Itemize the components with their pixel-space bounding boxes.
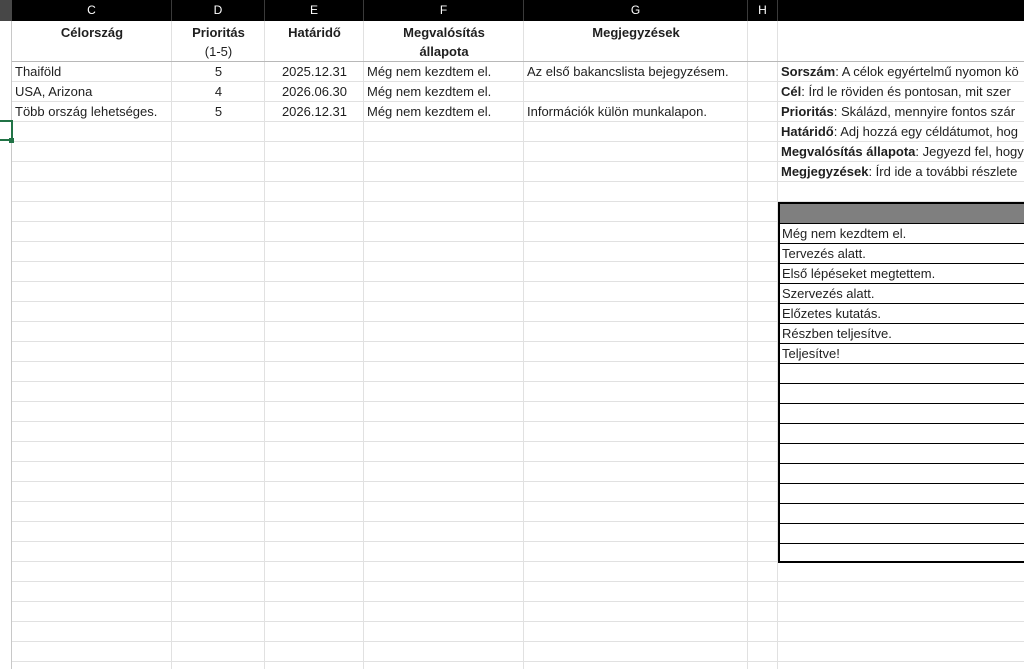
cell-country[interactable]: Több ország lehetséges. <box>15 104 158 119</box>
status-option[interactable]: Tervezés alatt. <box>780 243 1024 263</box>
status-option[interactable] <box>780 463 1024 483</box>
instruction-item[interactable]: Megvalósítás állapota: Jegyezd fel, hogy <box>781 144 1024 159</box>
header-status[interactable] <box>364 21 524 61</box>
header-notes[interactable]: Megjegyzések <box>592 25 680 40</box>
column-header-e[interactable]: E <box>265 0 364 21</box>
header-priority-line1: Prioritás <box>192 25 245 40</box>
column-header-c[interactable]: C <box>12 0 172 21</box>
column-header-g[interactable]: G <box>524 0 748 21</box>
header-status-line2: állapota <box>419 44 469 59</box>
instruction-item[interactable]: Határidő: Adj hozzá egy céldátumot, hog <box>781 124 1019 139</box>
cell-priority[interactable]: 5 <box>214 104 223 119</box>
status-option[interactable]: Előzetes kutatás. <box>780 303 1024 323</box>
instruction-item[interactable]: Sorszám: A célok egyértelmű nyomon kö <box>781 64 1019 79</box>
status-option[interactable] <box>780 403 1024 423</box>
cell-status[interactable]: Még nem kezdtem el. <box>367 104 492 119</box>
cell-priority[interactable]: 4 <box>214 84 223 99</box>
column-header-bar <box>0 0 1024 21</box>
status-option[interactable]: Részben teljesítve. <box>780 323 1024 343</box>
status-option[interactable] <box>780 483 1024 503</box>
select-all-corner[interactable] <box>0 0 12 21</box>
header-country[interactable]: Célország <box>60 25 124 40</box>
status-options-header[interactable] <box>780 204 1024 223</box>
status-option[interactable] <box>780 423 1024 443</box>
instruction-item[interactable]: Megjegyzések: Írd ide a további részlete <box>781 164 1018 179</box>
column-header-i[interactable] <box>778 0 1024 21</box>
status-option[interactable] <box>780 363 1024 383</box>
cell-notes[interactable]: Az első bakancslista bejegyzésem. <box>527 64 729 79</box>
header-priority[interactable] <box>172 21 265 61</box>
cell-country[interactable]: Thaiföld <box>15 64 62 79</box>
column-header-h[interactable]: H <box>748 0 778 21</box>
column-header-f[interactable]: F <box>364 0 524 21</box>
status-option[interactable]: Még nem kezdtem el. <box>780 223 1024 243</box>
cell-deadline[interactable]: 2026.06.30 <box>281 84 348 99</box>
cell-notes[interactable]: Információk külön munkalapon. <box>527 104 707 119</box>
status-option[interactable] <box>780 443 1024 463</box>
header-deadline[interactable]: Határidő <box>288 25 341 40</box>
cell-priority[interactable]: 5 <box>214 64 223 79</box>
fill-handle[interactable] <box>9 138 14 143</box>
header-priority-line2: (1-5) <box>204 44 233 59</box>
cell-deadline[interactable]: 2026.12.31 <box>281 104 348 119</box>
status-option[interactable]: Szervezés alatt. <box>780 283 1024 303</box>
cell-notes[interactable] <box>524 82 748 102</box>
instruction-item[interactable]: Cél: Írd le röviden és pontosan, mit szer <box>781 84 1011 99</box>
header-status-line1: Megvalósítás <box>403 25 485 40</box>
cell-status[interactable]: Még nem kezdtem el. <box>367 64 492 79</box>
cell-deadline[interactable]: 2025.12.31 <box>281 64 348 79</box>
status-option[interactable]: Első lépéseket megtettem. <box>780 263 1024 283</box>
status-option[interactable]: Teljesítve! <box>780 343 1024 363</box>
cell-status[interactable]: Még nem kezdtem el. <box>367 84 492 99</box>
status-option[interactable] <box>780 503 1024 523</box>
status-option[interactable] <box>780 543 1024 563</box>
status-option[interactable] <box>780 383 1024 403</box>
cell-country[interactable]: USA, Arizona <box>15 84 93 99</box>
row-header-gutter[interactable] <box>0 21 12 669</box>
status-options-table <box>778 202 1024 563</box>
column-header-d[interactable]: D <box>172 0 265 21</box>
status-option[interactable] <box>780 523 1024 543</box>
instruction-item[interactable]: Prioritás: Skálázd, mennyire fontos szár <box>781 104 1016 119</box>
